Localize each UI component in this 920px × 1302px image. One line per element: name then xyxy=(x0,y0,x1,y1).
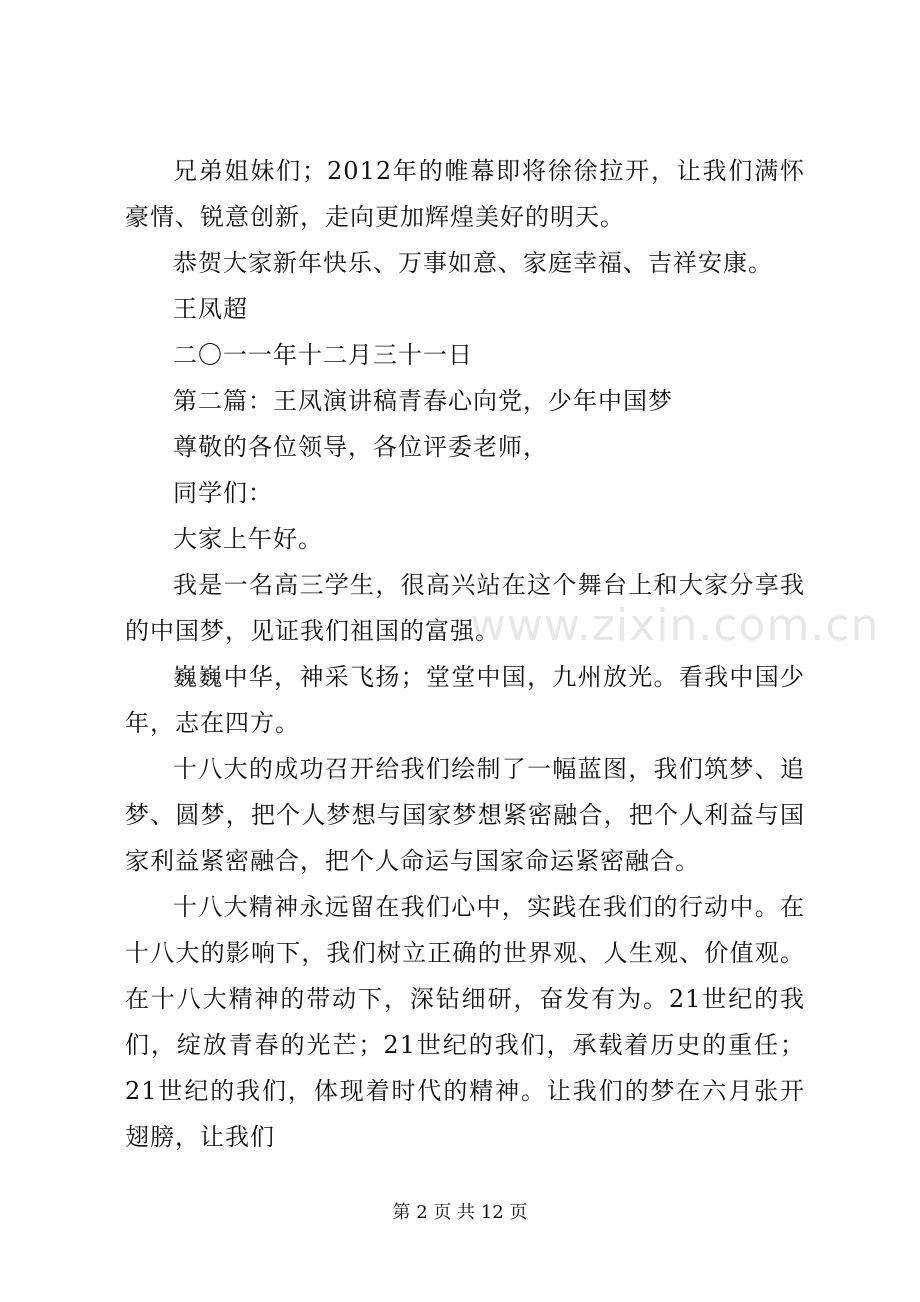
paragraph: 恭贺大家新年快乐、万事如意、家庭幸福、吉祥安康。 xyxy=(173,249,773,277)
paragraph: 兄弟姐妹们；2012年的帷幕即将徐徐拉开，让我们满怀豪情、锐意创新，走向更加辉煌美好的明天。 xyxy=(125,157,805,231)
salutation: 尊敬的各位领导，各位评委老师， xyxy=(173,433,548,461)
paragraph: 十八大精神永远留在我们心中，实践在我们的行动中。在十八大的影响下，我们树立正确的世界观、人生观、价值观。在十八大精神的带动下，深钻细研，奋发有为。21世纪的我们，绽放青春的光芒；21世纪的我们，承载着历史的重任；21世纪的我们，体现着时代的精神。让我们的梦在六月张开翅膀，让我们 xyxy=(125,893,805,1151)
paragraph: 我是一名高三学生，很高兴站在这个舞台上和大家分享我的中国梦，见证我们祖国的富强。 xyxy=(125,571,805,645)
signature-name: 王凤超 xyxy=(173,295,248,323)
paragraph: 十八大的成功召开给我们绘制了一幅蓝图，我们筑梦、追梦、圆梦，把个人梦想与国家梦想紧密融合，把个人利益与国家利益紧密融合，把个人命运与国家命运紧密融合。 xyxy=(125,755,805,875)
signature-date: 二〇一一年十二月三十一日 xyxy=(173,341,473,369)
document-body xyxy=(125,148,805,1160)
watermark: www.zixin.com.cn xyxy=(470,600,880,651)
salutation: 同学们： xyxy=(173,479,273,507)
page-footer xyxy=(0,1198,920,1224)
paragraph: 巍巍中华，神采飞扬；堂堂中国，九州放光。看我中国少年，志在四方。 xyxy=(125,663,805,737)
greeting: 大家上午好。 xyxy=(173,525,323,553)
section-title: 第二篇：王凤演讲稿青春心向党，少年中国梦 xyxy=(173,387,673,415)
page-number: 第 2 页 共 12 页 xyxy=(392,1202,528,1223)
